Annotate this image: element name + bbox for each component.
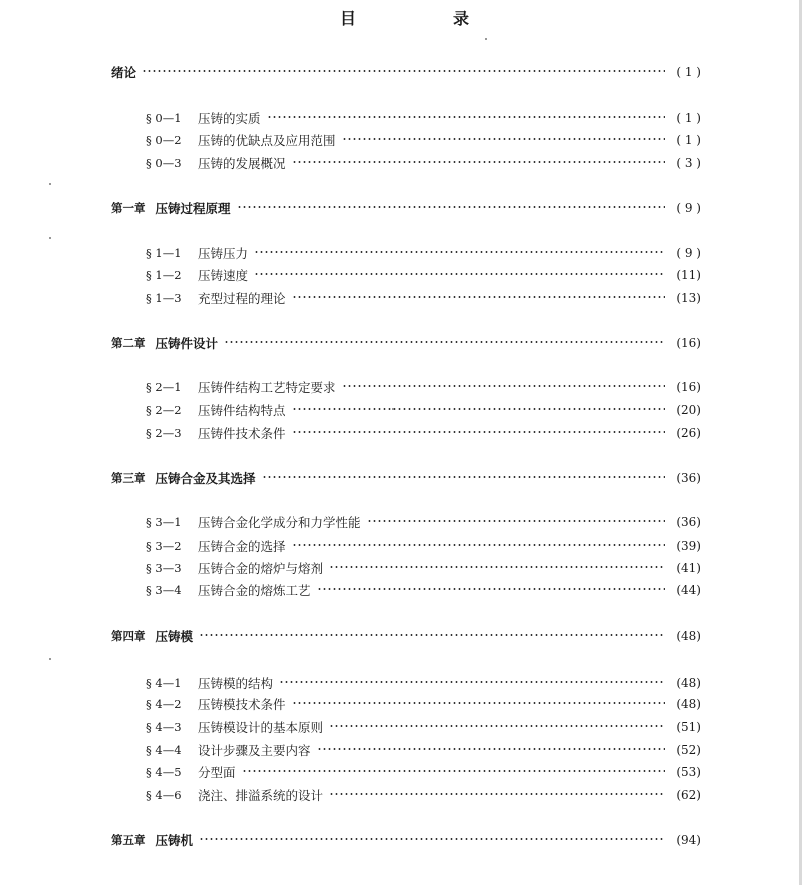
toc-chapter-row[interactable] — [111, 62, 701, 82]
toc-chapter-row[interactable] — [111, 830, 701, 850]
dot-leader — [262, 476, 665, 478]
section-title: 压铸的实质 — [198, 111, 261, 126]
page-number: (48) — [676, 629, 701, 643]
section-title: 压铸合金的熔炉与熔剂 — [198, 561, 324, 576]
dot-leader — [329, 725, 665, 727]
dot-leader — [254, 273, 665, 275]
toc-section-row[interactable] — [146, 762, 701, 782]
page-number: ( 1 ) — [676, 65, 701, 79]
chapter-number: 第二章 — [111, 336, 146, 350]
page-number: (53) — [676, 765, 701, 779]
toc-section-row[interactable] — [146, 717, 701, 737]
chapter-number: 第五章 — [111, 833, 146, 847]
toc-section-row[interactable] — [146, 512, 701, 532]
page-number: (26) — [676, 426, 701, 440]
toc-section-row[interactable] — [146, 265, 701, 285]
page-number: ( 3 ) — [676, 156, 701, 170]
dot-leader — [292, 161, 665, 163]
dot-leader — [292, 544, 665, 546]
scan-speck — [49, 658, 51, 660]
section-number: § 4—6 — [146, 788, 182, 802]
page-number: (62) — [676, 788, 701, 802]
section-title: 压铸合金的选择 — [198, 539, 286, 554]
section-title: 压铸件技术条件 — [198, 426, 286, 441]
section-title: 压铸的优缺点及应用范围 — [198, 133, 336, 148]
page-number: (11) — [676, 268, 701, 282]
section-number: § 4—4 — [146, 743, 182, 757]
toc-title — [340, 6, 470, 29]
dot-leader — [242, 770, 665, 772]
toc-section-row[interactable] — [146, 400, 701, 420]
toc-title-char-2: 录 — [452, 9, 470, 28]
toc-section-row[interactable] — [146, 580, 701, 600]
dot-leader — [329, 793, 665, 795]
dot-leader — [279, 681, 665, 683]
page-number: (94) — [676, 833, 701, 847]
chapter-title: 压铸模 — [155, 629, 194, 644]
dot-leader — [254, 251, 665, 253]
toc-chapter-row[interactable] — [111, 333, 701, 353]
section-number: § 3—4 — [146, 583, 182, 597]
toc-section-row[interactable] — [146, 740, 701, 760]
chapter-number: 第三章 — [111, 471, 146, 485]
toc-section-row[interactable] — [146, 130, 701, 150]
page-number: (44) — [676, 583, 701, 597]
scan-speck — [485, 38, 487, 40]
section-title: 压铸模设计的基本原则 — [198, 720, 324, 735]
dot-leader — [329, 566, 665, 568]
chapter-title: 绪论 — [111, 65, 137, 80]
section-number: § 2—1 — [146, 380, 182, 394]
page-number: (13) — [676, 291, 701, 305]
dot-leader — [199, 634, 665, 636]
toc-section-row[interactable] — [146, 536, 701, 556]
dot-leader — [267, 116, 665, 118]
toc-section-row[interactable] — [146, 153, 701, 173]
page-number: (36) — [676, 515, 701, 529]
page-number: (36) — [676, 471, 701, 485]
toc-section-row[interactable] — [146, 243, 701, 263]
toc-chapter-row[interactable] — [111, 468, 701, 488]
toc-section-row[interactable] — [146, 288, 701, 308]
section-title: 充型过程的理论 — [198, 291, 286, 306]
page-number: (41) — [676, 561, 701, 575]
dot-leader — [199, 838, 665, 840]
dot-leader — [367, 520, 665, 522]
toc-section-row[interactable] — [146, 785, 701, 805]
section-title: 浇注、排溢系统的设计 — [198, 788, 324, 803]
dot-leader — [224, 341, 665, 343]
scan-speck — [392, 408, 394, 410]
section-title: 压铸速度 — [198, 268, 249, 283]
chapter-title: 压铸件设计 — [155, 336, 219, 351]
toc-chapter-row[interactable] — [111, 198, 701, 218]
dot-leader — [237, 206, 665, 208]
chapter-number: 第一章 — [111, 201, 146, 215]
dot-leader — [342, 385, 665, 387]
toc-title-char-1: 目 — [340, 9, 358, 28]
page-number: (48) — [676, 676, 701, 690]
chapter-title: 压铸过程原理 — [155, 201, 231, 216]
section-number: § 1—1 — [146, 246, 182, 260]
section-title: 压铸合金的熔炼工艺 — [198, 583, 311, 598]
section-number: § 3—3 — [146, 561, 182, 575]
dot-leader — [292, 702, 665, 704]
toc-section-row[interactable] — [146, 558, 701, 578]
page-number: ( 9 ) — [676, 246, 701, 260]
toc-chapter-row[interactable] — [111, 626, 701, 646]
dot-leader — [292, 296, 665, 298]
chapter-number: 第四章 — [111, 629, 146, 643]
page-number: (39) — [676, 539, 701, 553]
section-number: § 4—1 — [146, 676, 182, 690]
section-title: 压铸的发展概况 — [198, 156, 286, 171]
scan-speck — [49, 237, 51, 239]
chapter-title: 压铸机 — [155, 833, 194, 848]
page-number: ( 1 ) — [676, 111, 701, 125]
section-number: § 1—3 — [146, 291, 182, 305]
section-title: 设计步骤及主要内容 — [198, 743, 311, 758]
toc-section-row[interactable] — [146, 423, 701, 443]
section-number: § 4—3 — [146, 720, 182, 734]
dot-leader — [342, 138, 665, 140]
section-title: 压铸件结构特点 — [198, 403, 286, 418]
section-title: 压铸模的结构 — [198, 676, 274, 691]
section-number: § 4—2 — [146, 697, 182, 711]
page-number: (20) — [676, 403, 701, 417]
page-number: (52) — [676, 743, 701, 757]
toc-section-row[interactable] — [146, 673, 701, 693]
dot-leader — [142, 70, 665, 72]
toc-section-row[interactable] — [146, 377, 701, 397]
chapter-title: 压铸合金及其选择 — [155, 471, 256, 486]
page-number: ( 9 ) — [676, 201, 701, 215]
section-number: § 0—2 — [146, 133, 182, 147]
section-number: § 2—2 — [146, 403, 182, 417]
dot-leader — [317, 588, 665, 590]
page-number: (16) — [676, 336, 701, 350]
section-number: § 4—5 — [146, 765, 182, 779]
page-number: (51) — [676, 720, 701, 734]
section-number: § 3—1 — [146, 515, 182, 529]
section-title: 压铸压力 — [198, 246, 249, 261]
dot-leader — [317, 748, 665, 750]
toc-section-row[interactable] — [146, 108, 701, 128]
dot-leader — [292, 408, 665, 410]
section-number: § 3—2 — [146, 539, 182, 553]
page-number: (48) — [676, 697, 701, 711]
dot-leader — [292, 431, 665, 433]
section-number: § 2—3 — [146, 426, 182, 440]
scan-speck — [49, 183, 51, 185]
section-title: 压铸合金化学成分和力学性能 — [198, 515, 361, 530]
section-number: § 0—1 — [146, 111, 182, 125]
page-number: (16) — [676, 380, 701, 394]
section-title: 分型面 — [198, 765, 236, 780]
section-title: 压铸模技术条件 — [198, 697, 286, 712]
section-number: § 1—2 — [146, 268, 182, 282]
section-title: 压铸件结构工艺特定要求 — [198, 380, 336, 395]
page-number: ( 1 ) — [676, 133, 701, 147]
section-number: § 0—3 — [146, 156, 182, 170]
toc-section-row[interactable] — [146, 694, 701, 714]
